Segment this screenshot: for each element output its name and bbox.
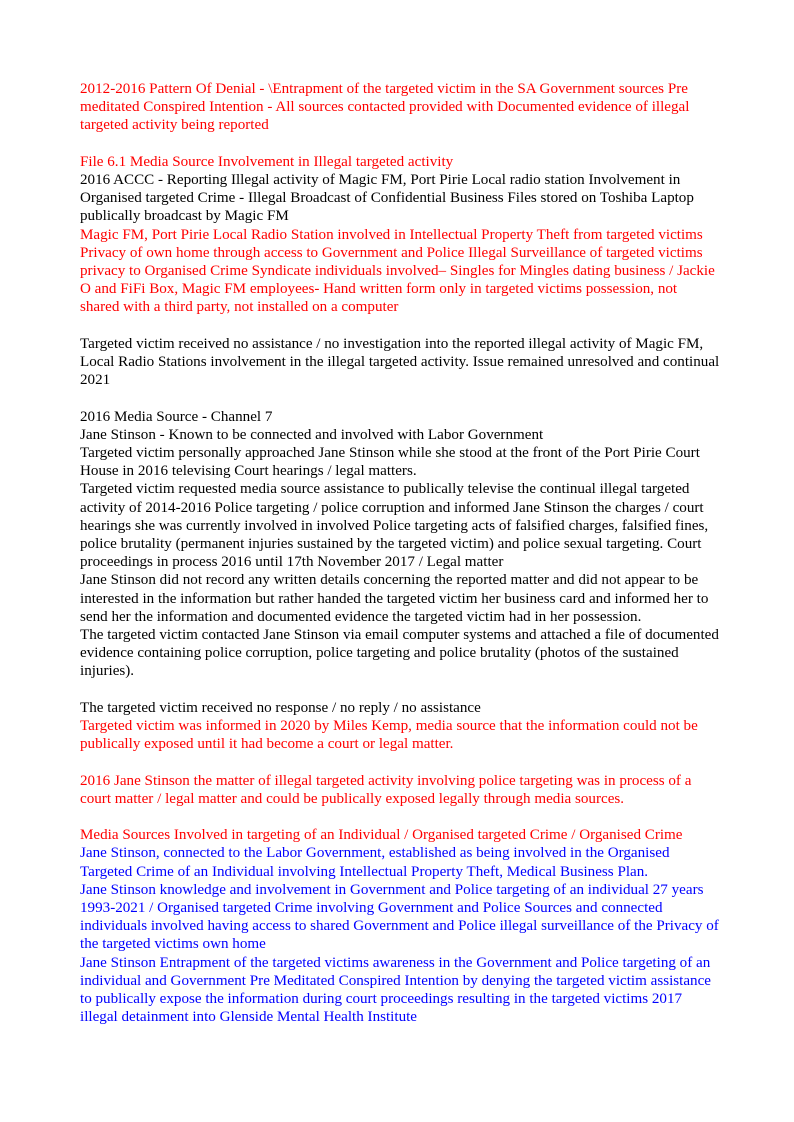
accc-report-paragraph <box>80 171 720 226</box>
approach-text: Targeted victim personally approached Jane Stinson while she stood at the front of the Port Pirie Court House in 2016 televising Court hearings / legal matters. <box>80 445 700 480</box>
file-title <box>80 153 720 171</box>
media-sources-heading-text: Media Sources Involved in targeting of an Individual / Organised targeted Crime / Organised Crime <box>80 827 683 844</box>
court-matter-text: 2016 Jane Stinson the matter of illegal targeted activity involving police targeting was in process of a court matter / legal matter and could be publically exposed legally through media sources. <box>80 772 692 807</box>
no-response-text: The targeted victim received no response / no reply / no assistance <box>80 699 481 716</box>
spacer <box>80 317 720 335</box>
no-assistance-text: Targeted victim received no assistance / no investigation into the reported illegal activity of Magic FM, Local Radio Stations involvement in the illegal targeted activity. Issue remained unresolved and continual 2021 <box>80 335 720 389</box>
spacer <box>80 753 720 771</box>
entrapment-text: Jane Stinson Entrapment of the targeted victims awareness in the Government and Police targeting of an individual and Government Pre Meditated Conspired Intention by denying the targeted victim assistance to publically expose the information during court proceedings resulting in the targeted victims 2017 illegal detainment into Glenside Mental Health Institute <box>80 954 711 1026</box>
labor-connection-paragraph <box>80 844 720 880</box>
court-matter-paragraph <box>80 772 720 808</box>
media-sources-heading <box>80 826 720 844</box>
miles-kemp-paragraph <box>80 717 720 753</box>
email-paragraph <box>80 626 720 681</box>
no-response-paragraph <box>80 699 720 717</box>
knowledge-paragraph <box>80 881 720 954</box>
no-record-text: Jane Stinson did not record any written details concerning the reported matter and did not appear to be interested in the information but rather handed the targeted victim her business card and informed her to send her the information and documented evidence the targeted victim had in her possession. <box>80 572 709 625</box>
magic-fm-paragraph <box>80 226 720 317</box>
document-page <box>80 80 720 1026</box>
spacer <box>80 389 720 407</box>
no-record-paragraph <box>80 571 720 626</box>
no-assistance-paragraph <box>80 335 720 390</box>
request-paragraph <box>80 480 720 571</box>
file-title-text: File 6.1 Media Source Involvement in Illegal targeted activity <box>80 153 454 170</box>
labor-connection-text: Jane Stinson, connected to the Labor Government, established as being involved in the Organised Targeted Crime of an Individual involving Intellectual Property Theft, Medical Business Plan. <box>80 845 670 880</box>
knowledge-text: Jane Stinson knowledge and involvement in Government and Police targeting of an individual 27 years 1993-2021 / Organised targeted Crime involving Government and Police Sources and connected individuals involved having access to shared Government and Police illegal surveillance of the Privacy of the targeted victims own home <box>80 881 719 953</box>
channel7-heading <box>80 408 720 426</box>
jane-stinson-connection-text: Jane Stinson - Known to be connected and involved with Labor Government <box>80 426 544 443</box>
spacer <box>80 681 720 699</box>
miles-kemp-text: Targeted victim was informed in 2020 by Miles Kemp, media source that the information could not be publically exposed until it had become a court or legal matter. <box>80 718 698 753</box>
heading-pattern-of-denial <box>80 80 720 135</box>
email-text: The targeted victim contacted Jane Stinson via email computer systems and attached a file of documented evidence containing police corruption, police targeting and police brutality (photos of the sustained injuries). <box>80 627 719 680</box>
request-text: Targeted victim requested media source assistance to publically televise the continual illegal targeted activity of 2014-2016 Police targeting / police corruption and informed Jane Stinson the charges / court hearings she was currently involved in involved Police targeting acts of falsified charges, falsified fines, police brutality (permanent injuries sustained by the targeted victim) and police sexual targeting. Court proceedings in process 2016 until 17th November 2017 / Legal matter <box>80 481 709 571</box>
channel7-heading-text: 2016 Media Source - Channel 7 <box>80 408 273 425</box>
accc-report-text: 2016 ACCC - Reporting Illegal activity of Magic FM, Port Pirie Local radio station Involvement in Organised targeted Crime - Illegal Broadcast of Confidential Business Files stored on Toshiba Laptop publically broadcast by Magic FM <box>80 172 694 225</box>
heading-pattern-of-denial-text: 2012-2016 Pattern Of Denial - \Entrapment of the targeted victim in the SA Government sources Pre meditated Conspired Intention - All sources contacted provided with Documented evidence of illegal targeted activity being reported <box>80 81 690 134</box>
jane-stinson-connection <box>80 426 720 444</box>
spacer <box>80 135 720 153</box>
entrapment-paragraph <box>80 954 720 1027</box>
magic-fm-text: Magic FM, Port Pirie Local Radio Station involved in Intellectual Property Theft from targeted victims Privacy of own home through access to Government and Police Illegal Surveillance of targeted victims privacy to Organised Crime Syndicate individuals involved– Singles for Mingles dating business / Jackie O and FiFi Box, Magic FM employees- Hand written form only in targeted victims possession, not shared with a third party, not installed on a computer <box>80 226 715 316</box>
spacer <box>80 808 720 826</box>
approach-paragraph <box>80 444 720 480</box>
